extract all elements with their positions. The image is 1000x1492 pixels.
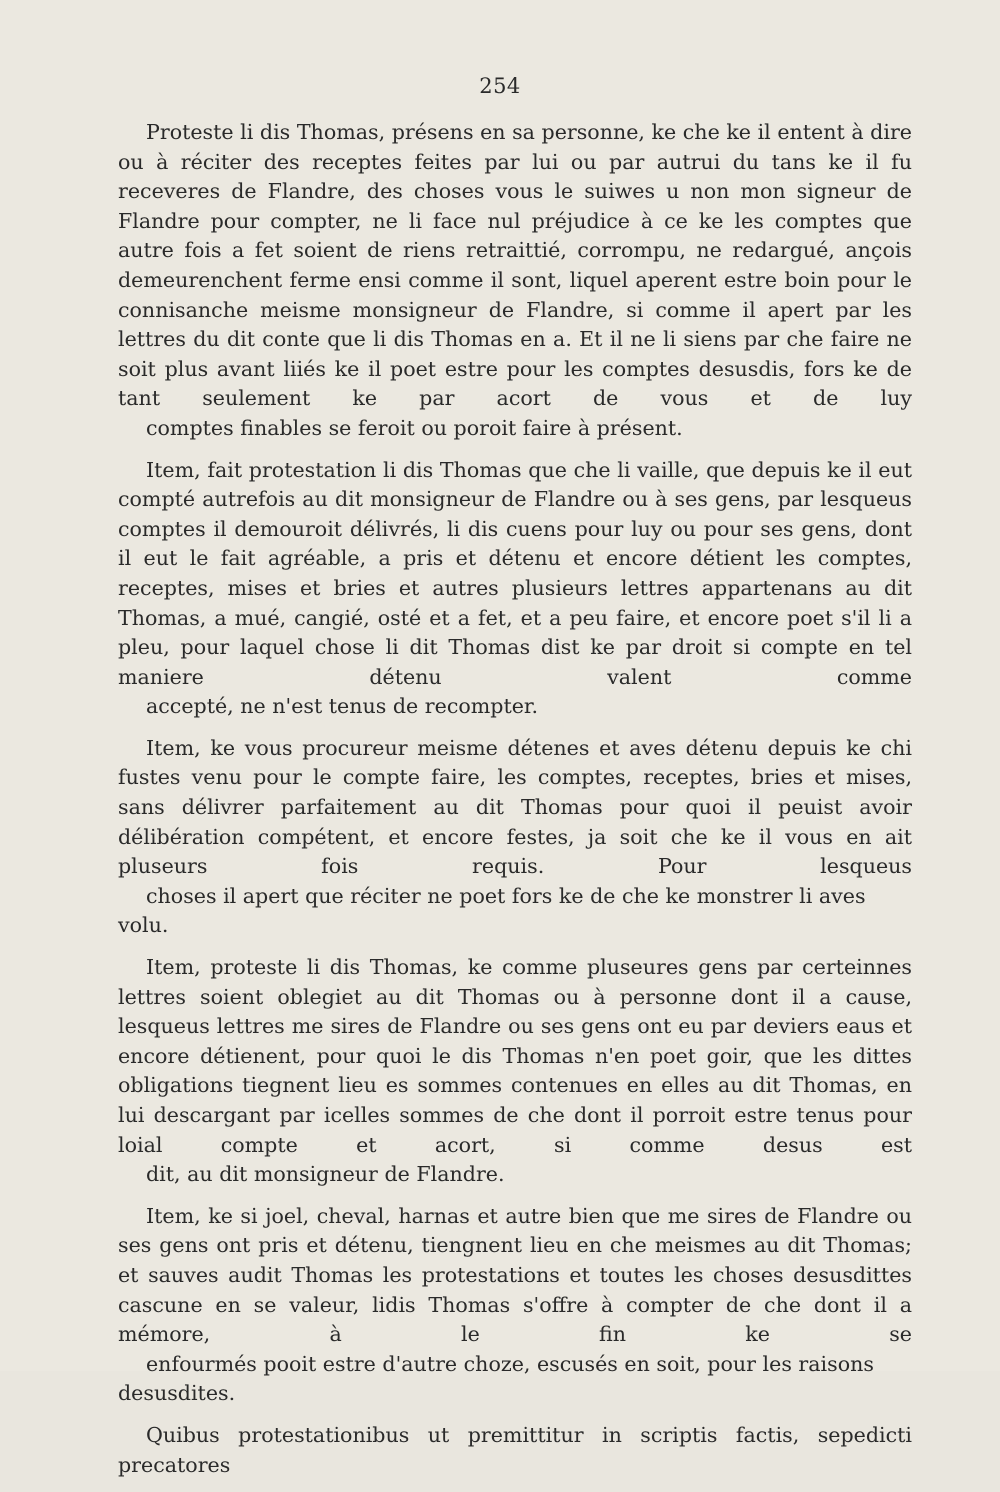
paragraph-6 [118, 1421, 912, 1480]
paragraph-4-last-line: dit, au dit monsigneur de Flandre. [146, 1162, 505, 1187]
paragraph-3-text: Item, ke vous procureur meisme détenes et aves détenu depuis ke chi fustes venu pour le compte faire, les comptes, receptes, bries et mises, sans délivrer parfaitement au dit Thomas pour quoi il peuist avoir délibération compétent, et encore festes, ja soit che ke il vous en ait pluseurs fois requis. Pour lesqueus [118, 735, 912, 879]
paragraph-4-text: Item, proteste li dis Thomas, ke comme pluseures gens par certeinnes lettres soient oblegiet au dit Thomas ou à personne dont il a cause, lesqueus lettres me sires de Flandre ou ses gens ont eu par deviers eaus et encore détienent, pour quoi le dis Thomas n'en poet goir, que les dittes obligations tiegnent lieu es sommes contenues en elles au dit Thomas, en lui descargant par icelles sommes de che dont il porroit estre tenus pour loial compte et acort, si comme desus est [118, 955, 912, 1157]
paragraph-5 [118, 1202, 912, 1409]
paragraph-1-text: Proteste li dis Thomas, présens en sa personne, ke che ke il entent à dire ou à réciter des receptes feites par lui ou par autrui du tans ke il fu receveres de Flandre, des choses vous le suiwes u non mon signeur de Flandre pour compter, ne li face nul préjudice à ce ke les comptes que autre fois a fet soient de riens retraittié, corrompu, ne redargué, ançois demeurenchent ferme ensi comme il sont, liquel aperent estre boin pour le connisanche meisme monsigneur de Flandre, si comme il apert par les lettres du dit conte que li dis Thomas en a. Et il ne li siens par che faire ne soit plus avant liiés ke il poet estre pour les comptes desusdis, fors ke de tant seulement ke par acort de vous et de luy [118, 120, 912, 411]
page-number: 254 [479, 74, 521, 98]
paragraph-2-text: Item, fait protestation li dis Thomas que che li vaille, que depuis ke il eut compté autrefois au dit monsigneur de Flandre ou à ses gens, par lesqueus comptes il demouroit délivrés, li dis cuens pour luy ou pour ses gens, dont il eut le fait agréable, a pris et détenu et encore détient les comptes, receptes, mises et bries et autres plusieurs lettres appartenans au dit Thomas, a mué, cangié, osté et a fet, et a peu faire, et encore poet s'il li a pleu, pour laquel chose li dit Thomas dist ke par droit si compte en tel maniere détenu valent comme [118, 457, 912, 689]
paragraph-1-last-line: comptes finables se feroit ou poroit faire à présent. [146, 415, 683, 440]
paragraph-1 [118, 118, 912, 444]
body-text [118, 118, 912, 1492]
paragraph-3 [118, 734, 912, 941]
paragraph-5-text: Item, ke si joel, cheval, harnas et autre bien que me sires de Flandre ou ses gens ont pris et détenu, tiengnent lieu en che meismes au dit Thomas; et sauves audit Thomas les protestations et toutes les choses desusdittes cascune en se valeur, lidis Thomas s'offre à compter de che dont il a mémore, à le fin ke se [118, 1203, 912, 1347]
paragraph-2 [118, 456, 912, 722]
paragraph-5-last-line: enfourmés pooit estre d'autre choze, escusés en soit, pour les raisons desusdites. [118, 1351, 874, 1406]
paragraph-2-last-line: accepté, ne n'est tenus de recompter. [146, 694, 539, 719]
paragraph-3-last-line: choses il apert que réciter ne poet fors ke de che ke monstrer li aves volu. [118, 883, 866, 938]
paragraph-6-text: Quibus protestationibus ut premittitur in scriptis factis, sepedicti precatores [118, 1422, 912, 1477]
paragraph-4 [118, 953, 912, 1190]
